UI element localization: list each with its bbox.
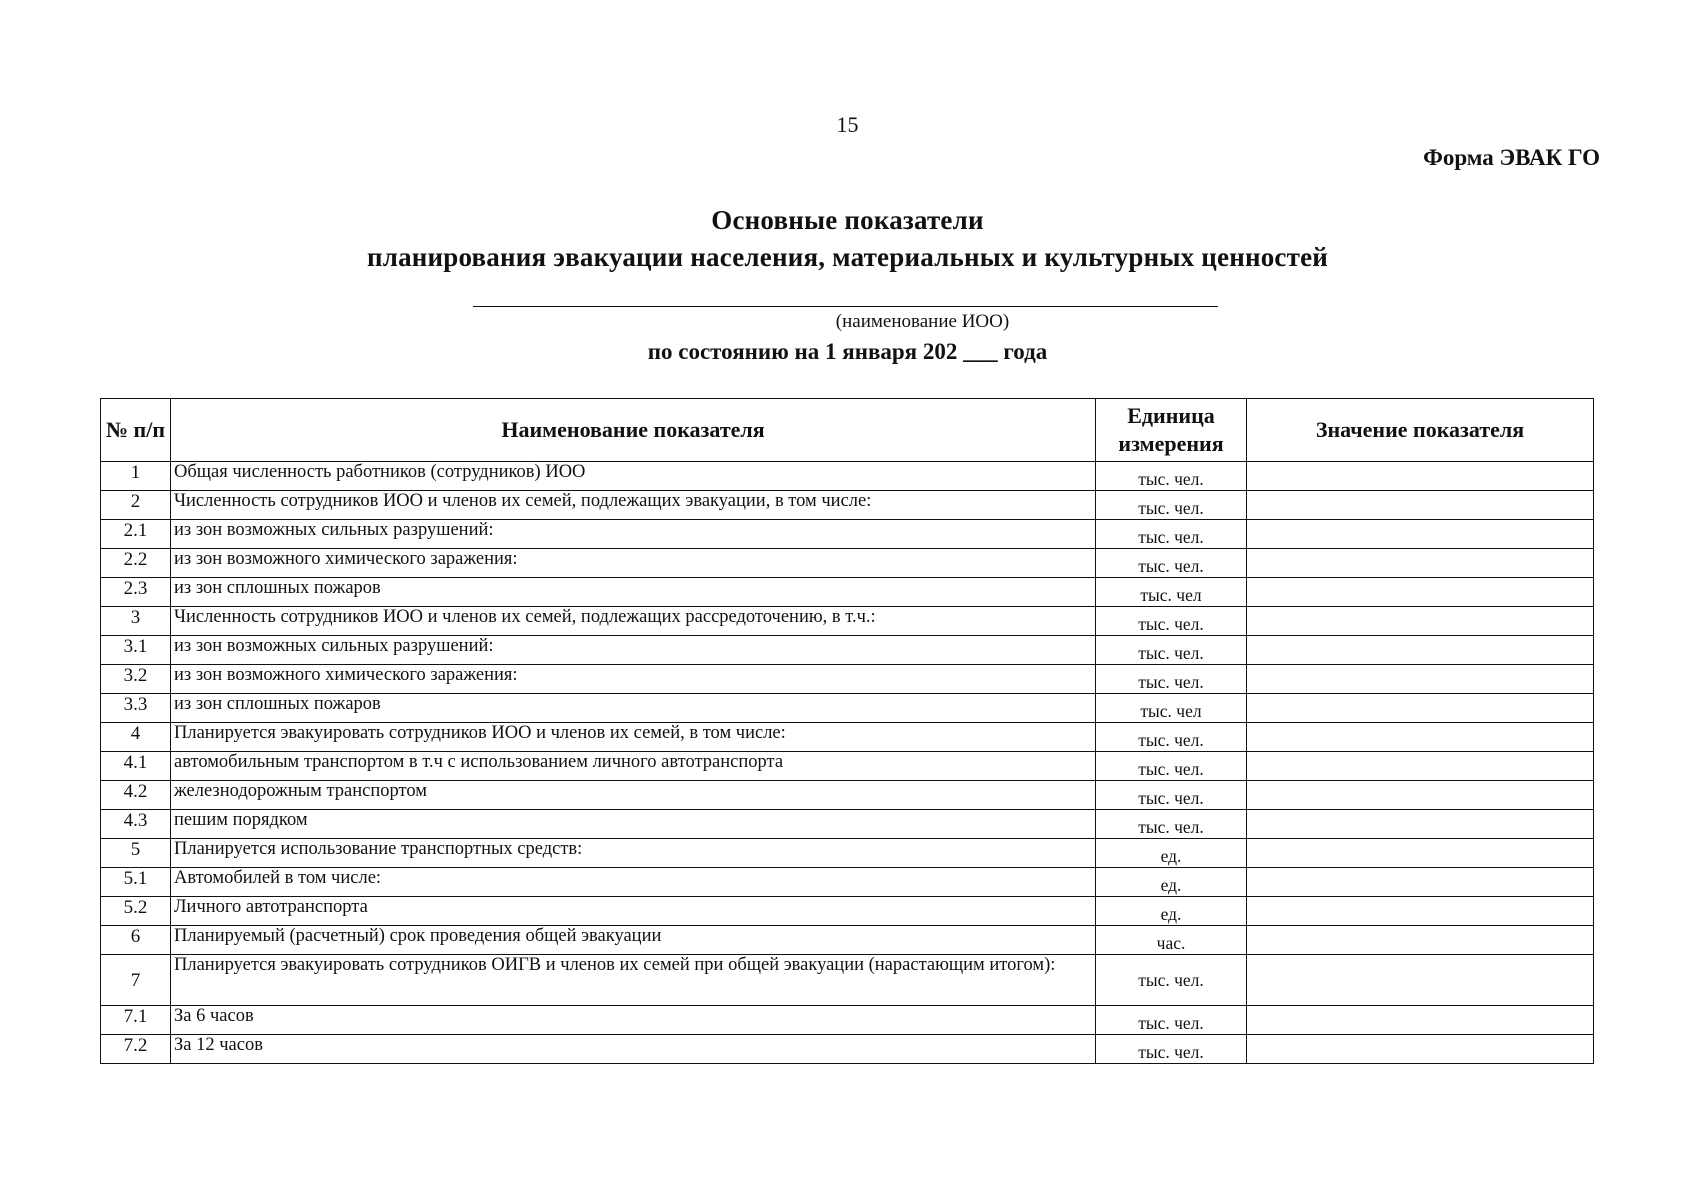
unit-of-measure: тыс. чел.	[1096, 462, 1247, 491]
row-number: 7.2	[101, 1035, 171, 1064]
unit-of-measure: тыс. чел.	[1096, 549, 1247, 578]
indicators-table	[100, 398, 1594, 1064]
row-number: 7.1	[101, 1006, 171, 1035]
indicator-value-cell[interactable]	[1247, 665, 1594, 694]
indicator-value-cell[interactable]	[1247, 520, 1594, 549]
row-number: 2.2	[101, 549, 171, 578]
table-row	[101, 1006, 1594, 1035]
table-row	[101, 520, 1594, 549]
row-number: 4.3	[101, 810, 171, 839]
indicator-name: автомобильным транспортом в т.ч с использованием личного автотранспорта	[171, 752, 1096, 781]
row-number: 3.3	[101, 694, 171, 723]
indicator-name: За 12 часов	[171, 1035, 1096, 1064]
row-number: 2.3	[101, 578, 171, 607]
document-title-line-1: Основные показатели	[711, 205, 984, 235]
indicator-name: из зон возможного химического заражения:	[171, 665, 1096, 694]
indicator-name: из зон возможных сильных разрушений:	[171, 636, 1096, 665]
indicator-name: пешим порядком	[171, 810, 1096, 839]
indicator-name: За 6 часов	[171, 1006, 1096, 1035]
organization-name-blank-line	[473, 306, 1218, 307]
table-row	[101, 491, 1594, 520]
row-number: 2	[101, 491, 171, 520]
indicator-value-cell[interactable]	[1247, 810, 1594, 839]
table-row	[101, 607, 1594, 636]
indicator-name: Численность сотрудников ИОО и членов их семей, подлежащих рассредоточению, в т.ч.:	[171, 607, 1096, 636]
table-row	[101, 810, 1594, 839]
unit-of-measure: тыс. чел.	[1096, 955, 1247, 1006]
table-row	[101, 549, 1594, 578]
indicator-name: Планируется использование транспортных средств:	[171, 839, 1096, 868]
indicator-value-cell[interactable]	[1247, 636, 1594, 665]
table-header-row	[101, 399, 1594, 462]
unit-of-measure: тыс. чел.	[1096, 636, 1247, 665]
indicator-name: Планируется эвакуировать сотрудников ИОО и членов их семей, в том числе:	[171, 723, 1096, 752]
indicator-name: из зон сплошных пожаров	[171, 578, 1096, 607]
indicator-name: из зон возможных сильных разрушений:	[171, 520, 1096, 549]
table-row	[101, 578, 1594, 607]
unit-of-measure: тыс. чел	[1096, 694, 1247, 723]
table-row	[101, 868, 1594, 897]
table-row	[101, 665, 1594, 694]
indicator-name: из зон возможного химического заражения:	[171, 549, 1096, 578]
indicator-value-cell[interactable]	[1247, 752, 1594, 781]
row-number: 3.1	[101, 636, 171, 665]
indicator-value-cell[interactable]	[1247, 781, 1594, 810]
table-row	[101, 723, 1594, 752]
indicator-value-cell[interactable]	[1247, 897, 1594, 926]
indicator-name: Автомобилей в том числе:	[171, 868, 1096, 897]
row-number: 7	[101, 955, 171, 1006]
indicator-name: Численность сотрудников ИОО и членов их семей, подлежащих эвакуации, в том числе:	[171, 491, 1096, 520]
unit-of-measure: час.	[1096, 926, 1247, 955]
header-num: № п/п	[101, 399, 171, 462]
form-label: Форма ЭВАК ГО	[1423, 145, 1600, 170]
row-number: 1	[101, 462, 171, 491]
indicator-value-cell[interactable]	[1247, 1006, 1594, 1035]
table-row	[101, 926, 1594, 955]
indicator-value-cell[interactable]	[1247, 462, 1594, 491]
header-name: Наименование показателя	[171, 399, 1096, 462]
table-row	[101, 955, 1594, 1006]
indicator-name: Общая численность работников (сотрудников) ИОО	[171, 462, 1096, 491]
unit-of-measure: ед.	[1096, 839, 1247, 868]
table-row	[101, 462, 1594, 491]
row-number: 3.2	[101, 665, 171, 694]
unit-of-measure: тыс. чел.	[1096, 607, 1247, 636]
unit-of-measure: тыс. чел.	[1096, 520, 1247, 549]
row-number: 5.2	[101, 897, 171, 926]
unit-of-measure: тыс. чел.	[1096, 1035, 1247, 1064]
indicator-value-cell[interactable]	[1247, 839, 1594, 868]
unit-of-measure: тыс. чел	[1096, 578, 1247, 607]
indicator-value-cell[interactable]	[1247, 926, 1594, 955]
row-number: 5	[101, 839, 171, 868]
table-row	[101, 839, 1594, 868]
header-value: Значение показателя	[1247, 399, 1594, 462]
indicator-name: железнодорожным транспортом	[171, 781, 1096, 810]
indicator-value-cell[interactable]	[1247, 868, 1594, 897]
organization-name-caption: (наименование ИОО)	[835, 311, 1010, 332]
row-number: 3	[101, 607, 171, 636]
indicator-value-cell[interactable]	[1247, 549, 1594, 578]
unit-of-measure: тыс. чел.	[1096, 491, 1247, 520]
table-row	[101, 636, 1594, 665]
row-number: 4.2	[101, 781, 171, 810]
unit-of-measure: тыс. чел.	[1096, 781, 1247, 810]
indicator-value-cell[interactable]	[1247, 955, 1594, 1006]
table-row	[101, 897, 1594, 926]
indicator-value-cell[interactable]	[1247, 1035, 1594, 1064]
indicator-name: Планируется эвакуировать сотрудников ОИГВ и членов их семей при общей эвакуации (нарастающим итогом):	[171, 955, 1096, 1006]
unit-of-measure: тыс. чел.	[1096, 752, 1247, 781]
header-unit: Единица измерения	[1096, 399, 1247, 462]
as-of-date-line: по состоянию на 1 января 202 ___ года	[647, 339, 1048, 364]
row-number: 4	[101, 723, 171, 752]
indicator-value-cell[interactable]	[1247, 578, 1594, 607]
row-number: 4.1	[101, 752, 171, 781]
unit-of-measure: ед.	[1096, 897, 1247, 926]
row-number: 5.1	[101, 868, 171, 897]
indicator-name: Личного автотранспорта	[171, 897, 1096, 926]
indicator-value-cell[interactable]	[1247, 723, 1594, 752]
indicator-name: из зон сплошных пожаров	[171, 694, 1096, 723]
unit-of-measure: ед.	[1096, 868, 1247, 897]
indicator-name: Планируемый (расчетный) срок проведения общей эвакуации	[171, 926, 1096, 955]
row-number: 2.1	[101, 520, 171, 549]
unit-of-measure: тыс. чел.	[1096, 723, 1247, 752]
document-title-line-2: планирования эвакуации населения, материальных и культурных ценностей	[366, 242, 1329, 272]
indicator-value-cell[interactable]	[1247, 694, 1594, 723]
table-row	[101, 1035, 1594, 1064]
unit-of-measure: тыс. чел.	[1096, 810, 1247, 839]
row-number: 6	[101, 926, 171, 955]
table-row	[101, 752, 1594, 781]
unit-of-measure: тыс. чел.	[1096, 1006, 1247, 1035]
indicator-value-cell[interactable]	[1247, 607, 1594, 636]
table-row	[101, 781, 1594, 810]
table-row	[101, 694, 1594, 723]
table-body	[101, 462, 1594, 1064]
indicator-value-cell[interactable]	[1247, 491, 1594, 520]
unit-of-measure: тыс. чел.	[1096, 665, 1247, 694]
page-number: 15	[836, 112, 859, 137]
